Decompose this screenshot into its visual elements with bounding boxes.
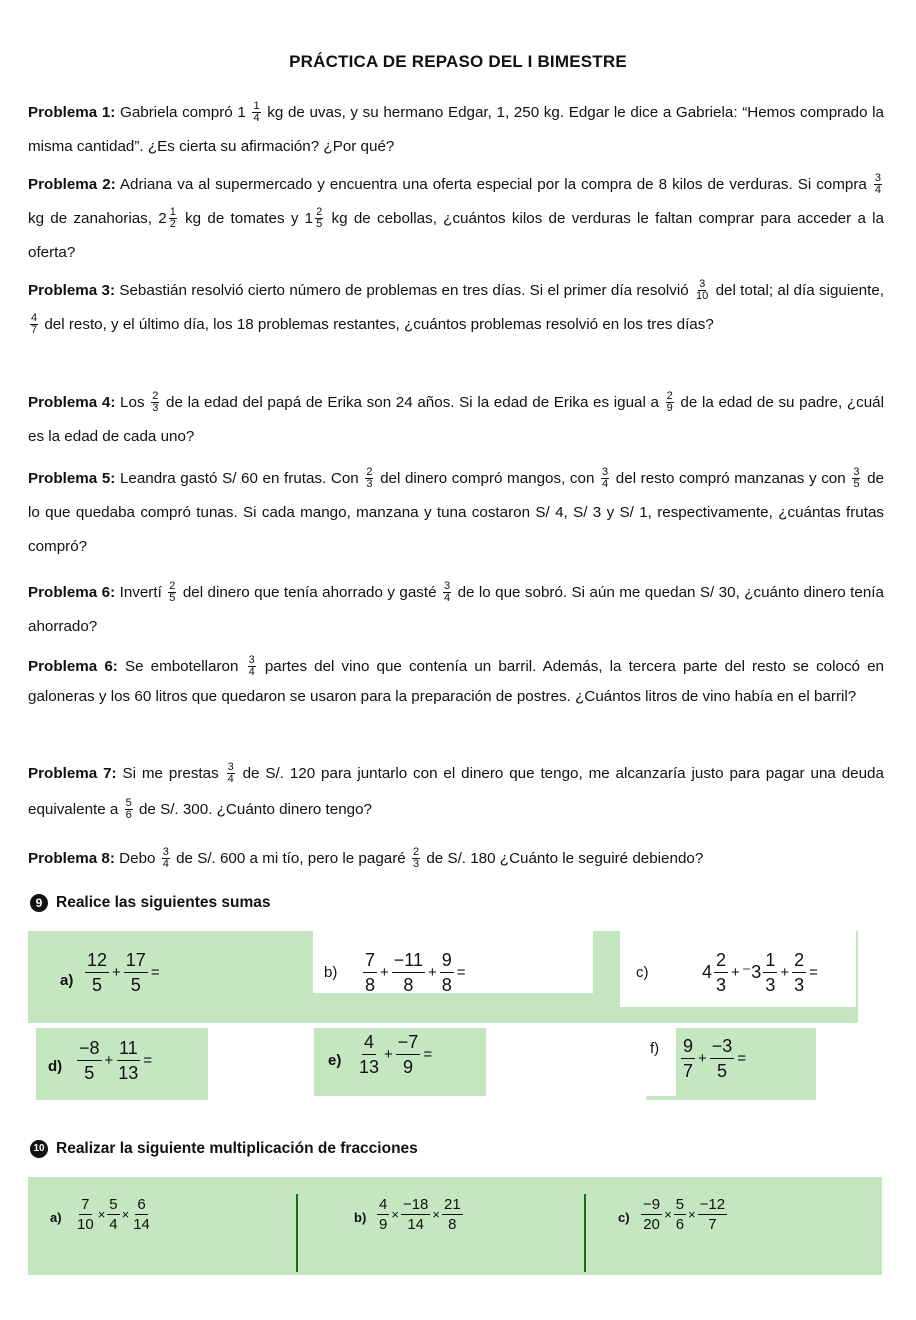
problem-text: kg de tomates y 1	[185, 210, 314, 227]
fraction: $\frac{-11}{8}$	[393, 950, 423, 995]
problem-text: Adriana va al supermercado y encuentra una oferta especial por la compra de 8 kilos de verduras. Si compra	[119, 176, 867, 193]
item-label: d)	[48, 1058, 63, 1075]
problem-text: de la edad de su padre, ¿cuál es la edad de cada uno?	[28, 394, 884, 445]
fraction: $\frac{-9}{20}$	[643, 1196, 661, 1233]
fraction: $\frac{2}{3}$	[794, 950, 805, 995]
fraction: 9 7	[683, 1036, 694, 1081]
fraction: $\frac{-18}{14}$	[402, 1196, 429, 1233]
problem-text: de S/. 300. ¿Cuánto dinero tengo?	[138, 801, 372, 818]
product-c-expression: $\frac{-9}{20}$ × $\frac{5}{6}$ × $\frac{-12}{7}$	[643, 1196, 726, 1233]
problem-6b	[28, 652, 884, 712]
item-label: a)	[50, 1210, 62, 1225]
problem-2	[28, 168, 884, 270]
sum-e-expression: 4 13 + $\frac{-7}{9}$ =	[359, 1032, 433, 1077]
item-label: b)	[354, 1210, 367, 1225]
problem-label: Problema 1:	[28, 104, 116, 121]
section-10-heading	[30, 1140, 418, 1158]
problem-text: de S/. 180 ¿Cuánto le seguiré debiendo?	[426, 850, 704, 867]
fraction: $\frac{11}{13}$	[118, 1038, 139, 1083]
problem-label: Problema 7:	[28, 765, 117, 782]
page-title: PRÁCTICA DE REPASO DEL I BIMESTRE	[289, 52, 627, 71]
problem-label: Problema 6:	[28, 658, 118, 675]
fraction: $\frac{3}{4}$	[602, 466, 609, 491]
problem-4	[28, 386, 884, 454]
fraction: $\frac{2}{5}$	[169, 580, 176, 605]
fraction: 12 5	[87, 950, 108, 995]
problem-text: kg de zanahorias, 2	[28, 210, 167, 227]
fraction: $\frac{4}{7}$	[31, 312, 38, 337]
sum-c-expression: 4 2 3 + ⁻3 1 3 + $\frac{2}{3}$ =	[702, 950, 818, 995]
sum-d-expression: −8 5 + $\frac{11}{13}$ =	[79, 1038, 153, 1083]
problem-text: Gabriela compró 1	[120, 104, 246, 121]
problem-1	[28, 96, 884, 164]
problem-text: Invertí	[119, 584, 162, 601]
problem-6	[28, 576, 884, 644]
product-b-expression: $\frac{4}{9}$ × $\frac{-18}{14}$ × $\frac{21}{8}$	[379, 1196, 461, 1233]
fraction: $\frac{-12}{7}$	[699, 1196, 726, 1233]
problem-text: kg de uvas, y su hermano Edgar, 1, 250 kg. Edgar le dice a Gabriela: “Hemos comprado la misma cantidad”. ¿Es cierta su afirmación? ¿Por qué?	[28, 104, 885, 155]
sum-f-expression: 9 7 + $\frac{-3}{5}$ =	[683, 1036, 747, 1081]
fraction: $\frac{-7}{9}$	[397, 1032, 419, 1077]
problem-text: del resto, y el último día, los 18 problemas restantes, ¿cuántos problemas resolvió en los tres días?	[44, 316, 714, 333]
fraction: $\frac{3}{4}$	[444, 580, 451, 605]
fraction: −8 5	[79, 1038, 100, 1083]
problem-text: Debo	[119, 850, 156, 867]
section-9-heading	[30, 894, 271, 912]
problem-text: del dinero que tenía ahorrado y gasté	[182, 584, 437, 601]
product-a-expression: $\frac{7}{10}$ × $\frac{5}{4}$ × $\frac{6}{14}$	[77, 1196, 150, 1233]
problem-text: de lo que quedaba compró tunas. Si cada mango, manzana y tuna costaron S/ 4, S/ 3 y S/ 1, respectivamente, ¿cuántas frutas compró?	[28, 470, 884, 555]
section-title: Realice las siguientes sumas	[56, 894, 271, 911]
problem-text: Se embotellaron	[124, 658, 239, 675]
section-number-badge: 10	[30, 1140, 48, 1158]
fraction: $\frac{5}{6}$	[675, 1196, 685, 1233]
problem-text: del total; al día siguiente,	[715, 282, 884, 299]
problem-text: kg de cebollas, ¿cuántos kilos de verduras le faltan comprar para acceder a la oferta?	[28, 210, 884, 261]
fraction: 7 8	[365, 950, 376, 995]
problem-label: Problema 5:	[28, 470, 116, 487]
item-label: b)	[324, 964, 338, 981]
divider	[296, 1194, 298, 1272]
item-label: c)	[636, 964, 649, 981]
fraction: $\frac{3}{4}$	[162, 846, 169, 871]
section-number-badge: 9	[30, 894, 48, 912]
problem-text: de S/. 120 para juntarlo con el dinero que tengo, me alcanzaría justo para pagar una deuda equivalente a	[28, 765, 884, 818]
fraction: $\frac{17}{5}$	[125, 950, 146, 995]
problem-text: Leandra gastó S/ 60 en frutas. Con	[119, 470, 359, 487]
fraction: $\frac{2}{3}$	[412, 846, 420, 871]
fraction: $\frac{3}{4}$	[227, 761, 234, 786]
sum-b-expression: 7 8 + $\frac{-11}{8}$ + $\frac{9}{8}$ =	[365, 950, 466, 995]
fraction: $\frac{1}{4}$	[253, 100, 260, 125]
problem-5	[28, 462, 884, 564]
problem-label: Problema 6:	[28, 584, 116, 601]
fraction: $\frac{6}{14}$	[133, 1196, 150, 1233]
fraction: $\frac{2}{5}$	[316, 206, 323, 231]
problem-label: Problema 3:	[28, 282, 116, 299]
item-label: c)	[618, 1210, 630, 1225]
problem-text: Los	[120, 394, 145, 411]
sum-a-expression: 12 5 + $\frac{17}{5}$ =	[87, 950, 160, 995]
problem-label: Problema 4:	[28, 394, 116, 411]
fraction: $\frac{-3}{5}$	[711, 1036, 733, 1081]
problem-text: de S/. 600 a mi tío, pero le pagaré	[176, 850, 406, 867]
fraction: $\frac{3}{10}$	[696, 278, 709, 303]
problem-text: Si me prestas	[122, 765, 219, 782]
problem-label: Problema 8:	[28, 850, 115, 867]
fraction: $\frac{2}{3}$	[152, 390, 159, 415]
fraction: $\frac{4}{9}$	[379, 1196, 388, 1233]
fraction: $\frac{5}{4}$	[109, 1196, 118, 1233]
section-title: Realizar la siguiente multiplicación de fracciones	[56, 1140, 418, 1157]
problem-text: de lo que sobró. Si aún me quedan S/ 30, ¿cuánto dinero tenía ahorrado?	[28, 584, 884, 635]
fraction: 4 13	[359, 1032, 380, 1077]
item-label: a)	[60, 972, 74, 989]
problem-3	[28, 274, 884, 342]
fraction: $\frac{7}{10}$	[77, 1196, 94, 1233]
fraction: 1 3	[765, 950, 776, 995]
sum-f-notch	[646, 1028, 676, 1096]
fraction: $\frac{2}{3}$	[366, 466, 373, 491]
fraction: 2 3	[716, 950, 727, 995]
fraction: $\frac{3}{4}$	[874, 172, 881, 197]
problem-label: Problema 2:	[28, 176, 116, 193]
item-label: f)	[650, 1040, 660, 1057]
fraction: $\frac{3}{4}$	[248, 654, 255, 679]
fraction: $\frac{9}{8}$	[441, 950, 452, 995]
problem-text: Sebastián resolvió cierto número de problemas en tres días. Si el primer día resolvió	[119, 282, 689, 299]
problem-8	[28, 842, 884, 876]
fraction: $\frac{2}{9}$	[666, 390, 673, 415]
fraction: $\frac{21}{8}$	[443, 1196, 461, 1233]
problem-text: del dinero compró mangos, con	[380, 470, 595, 487]
problem-text: del resto compró manzanas y con	[615, 470, 846, 487]
fraction: $\frac{1}{2}$	[169, 206, 176, 231]
fraction: $\frac{3}{5}$	[853, 466, 860, 491]
fraction: $\frac{5}{6}$	[125, 797, 132, 822]
problem-text: partes del vino que contenía un barril. Además, la tercera parte del resto se colocó en galoneras y los 60 litros que quedaron se usaron para la preparación de postres. ¿Cuántos litros de vino había en el barril?	[28, 658, 884, 705]
item-label: e)	[328, 1052, 342, 1069]
problem-7	[28, 756, 884, 828]
problem-text: de la edad del papá de Erika son 24 años. Si la edad de Erika es igual a	[166, 394, 659, 411]
divider	[584, 1194, 586, 1272]
